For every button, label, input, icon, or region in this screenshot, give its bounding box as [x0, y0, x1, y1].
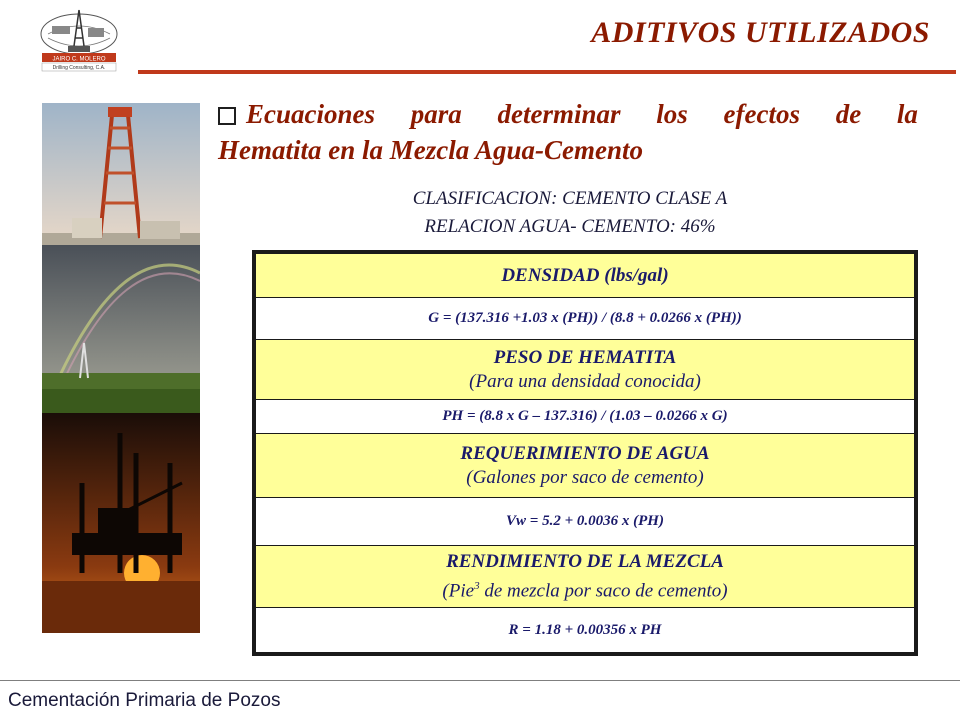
- water-header: REQUERIMIENTO DE AGUA: [460, 442, 710, 464]
- logo-name: JAIRO C. MOLERO: [52, 56, 106, 63]
- water-equation: Vw = 5.2 + 0.0036 x (PH): [506, 513, 664, 529]
- offshore-platform-photo: [42, 413, 200, 633]
- checkbox-bullet-icon: [218, 107, 236, 125]
- footer-text: Cementación Primaria de Pozos: [8, 690, 281, 711]
- yield-equation-row: [256, 608, 914, 652]
- heading-word-1: Ecuaciones: [218, 96, 375, 132]
- heading-line-2: Hematita en la Mezcla Agua-Cemento: [218, 135, 643, 165]
- heading-word-4: los: [656, 99, 688, 129]
- heading-word-7: la: [896, 99, 918, 129]
- heading-word-2: para: [410, 99, 462, 129]
- heading-line-1: [218, 96, 918, 132]
- water-header-row: [256, 434, 914, 498]
- classification: [300, 185, 840, 241]
- hematite-header-row: [256, 340, 914, 400]
- page-title: ADITIVOS UTILIZADOS: [591, 16, 930, 49]
- density-equation-row: [256, 298, 914, 340]
- heading-word-5: efectos: [723, 99, 800, 129]
- yield-subheader: (Pie$^3$ de mezcla por saco de cemento): [442, 579, 728, 602]
- equations-table: [252, 250, 918, 656]
- hematite-header: PESO DE HEMATITA: [493, 346, 677, 368]
- logo-subtitle: Drilling Consulting, C.A.: [52, 65, 106, 71]
- water-equation-row: [256, 498, 914, 546]
- heading-word-3: determinar: [497, 99, 621, 129]
- photo-strip: [42, 103, 200, 633]
- yield-header: RENDIMIENTO DE LA MEZCLA: [446, 550, 724, 572]
- hematite-subheader: (Para una densidad conocida): [469, 370, 701, 392]
- yield-equation: R = 1.18 + 0.00356 x PH: [508, 621, 662, 638]
- drilling-rig-photo: [42, 103, 200, 245]
- density-header-row: [256, 254, 914, 298]
- company-logo: [38, 8, 120, 72]
- classification-line-2: RELACION AGUA- CEMENTO: 46%: [424, 216, 716, 237]
- section-heading: [218, 96, 918, 168]
- heading-word-6: de: [835, 99, 862, 129]
- water-subheader: (Galones por saco de cemento): [466, 466, 704, 488]
- density-header: DENSIDAD (lbs/gal): [501, 264, 669, 286]
- hematite-equation-row: [256, 400, 914, 434]
- hematite-equation: PH = (8.8 x G – 137.316) / (1.03 – 0.0266 x G): [442, 408, 728, 424]
- classification-line-1: CLASIFICACION: CEMENTO CLASE A: [412, 188, 728, 209]
- yield-header-row: [256, 546, 914, 608]
- density-equation: G = (137.316 +1.03 x (PH)) / (8.8 + 0.0266 x (PH)): [428, 310, 742, 326]
- title-divider: [138, 70, 956, 74]
- rainbow-field-photo: [42, 245, 200, 413]
- footer-divider: [0, 680, 960, 681]
